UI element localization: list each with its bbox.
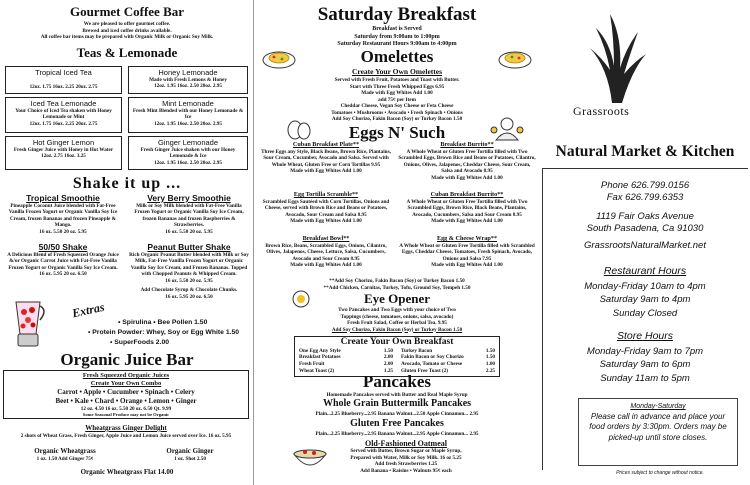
phone: Phone 626.799.0156 xyxy=(600,180,690,191)
menu-item: Breakfast Bowl** Brown Rice, Beans, Scrambled Eggs, Onions, Cilantro, Olives, Jalapenos, Cheese, Lettuce, Salsa, Cucumbers, Avocado and Sour Cream 8.95 Made with Egg Whites Add 1.00 xyxy=(265,235,387,269)
add-ons: **Add Soy Chorizo, Fakin Bacon (Soy) or Turkey Bacon 1.50 **Add Chicken, Carnitas, Turkey, Tofu, Ground Soy, Tempeh 1.50 xyxy=(323,278,471,291)
omelette-details: Served with Fresh Fruit, Potatoes and Toast with Butter. Start with Three Fresh Whipped Eggs 6.95 Made with Egg Whites Add 1.00 add 75¢ per Item Cheddar Cheese, Vegan Soy Cheese or Feta Cheese Tomatoes • Mushrooms • Avocado • Fresh Spinach • Onions Add Soy Chorizo, Fakin Bacon (Soy) or Turkey Bacon 1.50 xyxy=(331,77,463,122)
cyob-row: Fresh Fruit 2.00 xyxy=(299,361,393,367)
extras-list: • Spirulina • Bee Pollen 1.50 • Protein Powder: Whey, Soy or Egg White 1.50 • SuperFoods 2.00 xyxy=(88,319,240,346)
cyob-row: Turkey Bacon 1.50 xyxy=(401,347,495,354)
shake-item: Peanut Butter Shake Rich Organic Peanut Butter blended with Milk or Soy Milk, Fat-Free Vanilla Frozen Yogurt or Organic Vanilla Soy Ice Cream, and Frozen Bananas. Topped with Chopped Peanuts & Whipped Cream. 16 oz. 5.50 20 oz. 5.95 Add Chocolate Syrup & Chocolate Chunks. 16 oz. 5.95 20 oz. 6.50 xyxy=(129,242,249,300)
restaurant-hours-title: Restaurant Hours xyxy=(603,265,687,277)
egg-icon xyxy=(286,118,312,140)
cyob-row: Gluten Free Toast (2) 2.25 xyxy=(401,367,495,374)
drink-card: Honey Lemonade Made with Fresh Lemons & Honey 12oz. 1.95 16oz. 2.50 20oz. 2.95 xyxy=(128,66,248,94)
menu-item: Egg & Cheese Wrap** A Whole Wheat or Gluten Free Tortilla filled with Scrambled Eggs, Cheddar Cheese, Tomatoes, Fresh Spinach, Avocado, Onions and Salsa 7.95 Made with Egg Whites Add 1.00 xyxy=(399,235,535,269)
gluten-free-pancakes: Gluten Free Pancakes xyxy=(350,418,444,429)
drink-card: Hot Ginger Lemon Fresh Ginger Juice with Honey in Hot Water 12oz. 2.75 16oz. 3.25 xyxy=(5,136,122,170)
menu-item: Egg Tortilla Scramble** Scrambled Eggs Sautéed with Corn Tortillas, Onions and Cheese, served with Brown Rice and Beans or Potatoes, Avocado, Sour Cream and Salsa 8.95 Made with Egg Whites Add 1.00 xyxy=(262,191,390,225)
website-link[interactable]: GrassrootsNaturalMarket.net xyxy=(584,240,706,252)
coffee-bar-title: Gourmet Coffee Bar xyxy=(69,4,185,19)
drink-card: Tropical Iced Tea 12oz. 1.75 16oz. 2.25 20oz. 2.75 xyxy=(5,66,122,94)
pancakes-title: Pancakes xyxy=(363,372,431,391)
shake-title: Shake it up ... xyxy=(72,175,182,192)
restaurant-hours: Monday-Friday 10am to 4pm Saturday 9am to 4pm Sunday Closed xyxy=(584,281,706,319)
store-hours-title: Store Hours xyxy=(616,330,674,342)
fax: Fax 626.799.6353 xyxy=(606,192,684,204)
oatmeal-section: Old-Fashioned Oatmeal Served with Butter, Brown Sugar or Maple Syrup, Prepared with Water, Milk or Soy Milk. 16 oz 5.25 Add fresh Strawberries 1.25 Add Banana • Raisins • Walnuts 95¢ each xyxy=(350,439,462,474)
cyob-row: Breakfast Potatoes 2.00 xyxy=(299,354,393,361)
menu-item: Cuban Breakfast Burrito** A Whole Wheat or Gluten Free Tortilla filled with Two Scrambled Eggs, Brown Rice, Black Beans, Plantains, Avocado, Cucumbers, Salsa and Sour Cream 8.95 Made with Egg Whites Add 1.00 xyxy=(406,191,528,225)
address-line1: 1119 Fair Oaks Avenue xyxy=(596,210,694,222)
brand-name: Grassroots xyxy=(573,104,630,118)
extras-title: Extras xyxy=(70,299,106,321)
cyob-row: Fakin Bacon or Soy Chorizo 1.50 xyxy=(401,354,495,361)
shake-item: 50/50 Shake A Delicious Blend of Fresh Squeezed Orange Juice &/or Organic Carrot Juice with Fat-Free Vanilla Frozen Yogurt or Organic Vanilla Soy Ice Cream. 16 oz. 5.95 20 oz. 6.50 xyxy=(7,242,119,277)
drink-card: Ginger Lemonade Fresh Ginger Juice shaken with our Honey Lemonade & Ice 12oz. 1.95 16oz. 2.50 20oz. 2.95 xyxy=(128,136,248,170)
drink-card: Mint Lemonade Fresh Mint Blended with our Honey Lemonade & Ice 12oz. 1.95 16oz. 2.50 20oz. 2.95 xyxy=(128,97,248,133)
whole-grain-pancakes: Whole Grain Buttermilk Pancakes xyxy=(322,398,472,409)
menu-item: Breakfast Burrito** A Whole Wheat or Gluten Free Tortilla filled with Two Scrambled Eggs, Brown Rice and Beans or Potatoes, Cilantro, Onions, Olives, Jalapenos, Cheddar Cheese, Sour Cream, Salsa and Avocado 8.95 Made with Egg Whites Add 1.00 xyxy=(398,141,536,181)
shake-item: Tropical Smoothie Pineapple Coconut Juice blended with Fat-Free Vanilla Frozen Yogurt or Organic Vanilla Soy Ice Cream, frozen Bananas and frozen Pineapple & Mango. 16 oz. 5.50 20 oz. 5.95 xyxy=(8,193,118,235)
gluten-free-prices: Plain...2.25 Blueberry...2.95 Banana Walnut...2.95 Apple Cinnamon... 2.95 xyxy=(315,431,479,437)
juice-box: Fresh Squeezed Organic Juices Create Your Own Combo Carrot • Apple • Cucumber • Spinach • Celery Beet • Kale • Chard • Orange • Lemon • Ginger 12 oz. 4.50 16 oz. 5.50 20 oz. 6.50 Qt. 9.99 Some Seasonal Produce may not be Organic xyxy=(3,370,249,419)
eye-opener-details: Two Pancakes and Two Eggs with your choice of Two Toppings (cheese, tomatoes, onions, salsa, avocado) Fresh Fruit Salad, Coffee or Herbal Tea. 9.95 Add Soy Chorizo, Fakin Bacon (Soy) or Turkey Bacon 1.50 xyxy=(331,307,463,333)
contact-info xyxy=(540,180,750,253)
organic-ginger: Organic Ginger 1 oz. Shot 2.50 xyxy=(166,447,214,462)
whole-grain-prices: Plain...2.25 Blueberry...2.95 Banana Walnut...2.50 Apple Cinnamon... 2.95 xyxy=(315,411,479,417)
oatmeal-bowl-icon xyxy=(290,440,330,474)
pancakes-subtitle: Homemade Pancakes served with Butter and Real Maple Syrup xyxy=(326,392,468,398)
cyob-list xyxy=(299,348,495,375)
wheatgrass-flat: Organic Wheatgrass Flat 14.00 xyxy=(80,468,174,476)
menu-item: Cuban Breakfast Plate** Three Eggs any Style, Black Beans, Brown Rice, Plantains, Sour Cream, Cucumber, Avocado and Salsa. Served with Whole Wheat, Gluten Free or Corn Tortillas 9.95 Made with Egg Whites Add 1.00 xyxy=(261,141,391,175)
organic-wheatgrass: Organic Wheatgrass 1 oz. 1.50 Add Ginger 75¢ xyxy=(34,447,96,462)
teas-lemonade-title: Teas & Lemonade xyxy=(76,45,178,60)
cyob-row: Avocado, Tomato or Cheese 1.00 xyxy=(401,361,495,367)
address-line2: South Pasadena, Ca 91030 xyxy=(586,223,704,235)
cyob-box: Create Your Own Breakfast One Egg Any Style 1.50 Turkey Bacon 1.50 Breakfast Potatoes 2.00 Fakin Bacon or Soy Chorizo 1.50 Fresh Fruit 2.00 Avocado, Tomato or Cheese 1.00 Wheat Toast (2) 1.25 Gluten Free Toast (2) 2.25 xyxy=(294,336,500,377)
omelettes-subtitle: Create Your Own Omelettes xyxy=(351,67,443,76)
grassroots-logo-icon xyxy=(582,8,652,108)
juice-bar-title: Organic Juice Bar xyxy=(60,350,194,369)
smoothie-blender-icon xyxy=(6,298,50,350)
left-column xyxy=(0,0,254,485)
omelettes-title: Omelettes xyxy=(360,47,434,66)
eye-opener-title: Eye Opener xyxy=(363,291,431,306)
tagline: Natural Market & Kitchen xyxy=(555,143,735,160)
right-column xyxy=(540,0,750,485)
chef-character-icon xyxy=(488,116,526,142)
breakfast-hours: Breakfast is Served Saturday from 9:00am to 1:00pm Saturday Restaurant Hours 9:00am to 4:00pm xyxy=(337,26,457,47)
cyob-row: One Egg Any Style 1.50 xyxy=(299,347,393,354)
price-disclaimer: Prices subject to change without notice. xyxy=(616,470,704,476)
saturday-breakfast-title: Saturday Breakfast xyxy=(317,4,477,25)
store-hours: Monday-Friday 9am to 7pm Saturday 9am to 6pm Sunday 11am to 5pm xyxy=(586,346,704,384)
shake-item: Very Berry Smoothie Milk or Soy Milk blended with Fat-Free Vanilla Frozen Yogurt or Organic Vanilla Soy Ice Cream, frozen Bananas and frozen Raspberries & Strawberries. 16 oz. 5.50 20 oz. 5.95 xyxy=(134,193,244,235)
order-note-box: Monday-Saturday Please call in advance and place your food orders by 3:30pm. Orders may be picked-up until store closes. xyxy=(578,398,738,466)
middle-column xyxy=(256,0,538,485)
eggs-n-such-title: Eggs N' Such xyxy=(348,123,446,142)
drink-card: Iced Tea Lemonade Your Choice of Iced Tea shaken with Honey Lemonade or Mint 12oz. 1.75 16oz. 2.25 20oz. 2.75 xyxy=(5,97,122,133)
wheatgrass-section: Wheatgrass Ginger Delight 2 shots of Wheat Grass, Fresh Ginger, Apple Juice and Lemon Juice served over Ice. 16 oz. 5.95 xyxy=(20,424,232,439)
cyob-row: Wheat Toast (2) 1.25 xyxy=(299,367,393,374)
coffee-bar-info: We are pleased to offer gourmet coffee. Brewed and iced coffee drinks available. All coffee bar items may be prepared with Organic Milk or Organic Soy Milk. xyxy=(40,21,214,40)
